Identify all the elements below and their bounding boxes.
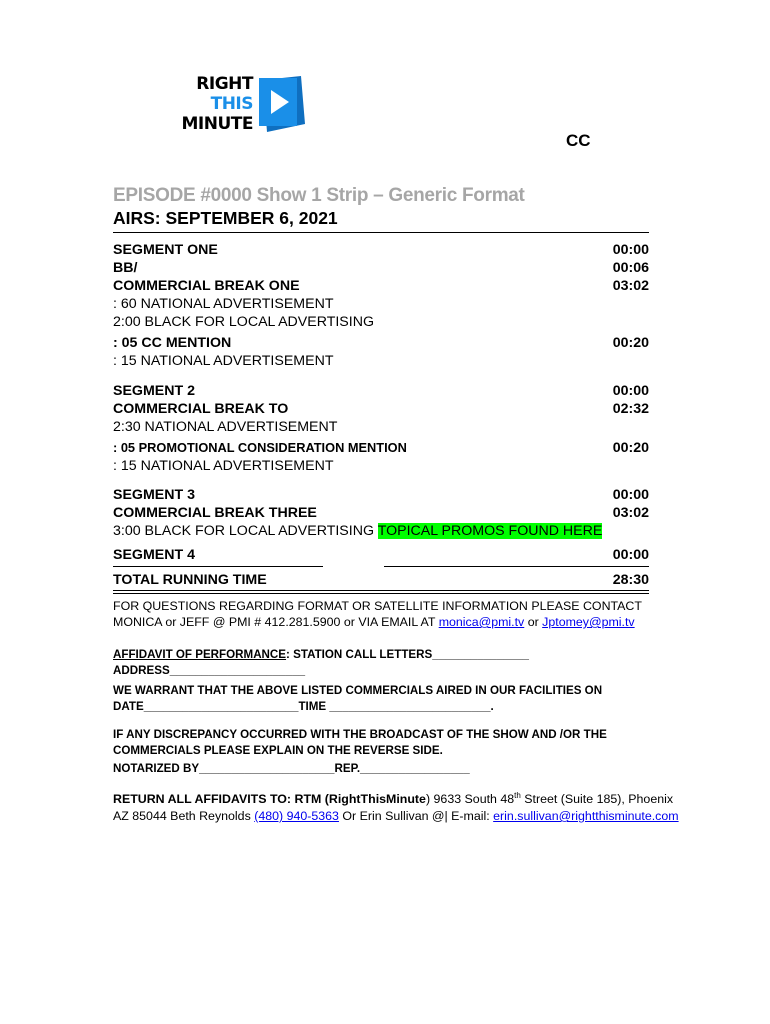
email-link-jptomey[interactable]: Jptomey@pmi.tv xyxy=(542,615,635,629)
rundown-row xyxy=(113,382,649,400)
airs-date: AIRS: SEPTEMBER 6, 2021 xyxy=(113,208,338,228)
cc-label: CC xyxy=(566,131,591,150)
row-time: 00:00 xyxy=(612,547,649,563)
row-label: SEGMENT 2 xyxy=(113,383,195,399)
return-text: 9633 South 48 xyxy=(430,792,515,807)
row-label: : 15 NATIONAL ADVERTISEMENT xyxy=(113,353,334,369)
row-time: 03:02 xyxy=(612,278,649,294)
row-label: : 60 NATIONAL ADVERTISEMENT xyxy=(113,296,334,312)
contact-line: FOR QUESTIONS REGARDING FORMAT OR SATELLITE INFORMATION PLEASE CONTACT xyxy=(113,599,642,613)
logo-line-right: RIGHT xyxy=(196,74,253,94)
row-time: 00:00 xyxy=(612,487,649,503)
total-row xyxy=(113,571,649,589)
row-time: 00:20 xyxy=(612,440,649,456)
divider xyxy=(113,590,649,591)
rundown-row xyxy=(113,457,649,475)
row-time: 00:20 xyxy=(612,335,649,351)
row-time: 03:02 xyxy=(612,505,649,521)
return-info xyxy=(113,787,703,825)
return-text: Street (Suite 185), Phoenix xyxy=(520,792,674,807)
logo-wordmark xyxy=(165,74,253,134)
discrepancy-line: COMMERCIALS PLEASE EXPLAIN ON THE REVERSE SIDE. xyxy=(113,744,443,757)
row-label: SEGMENT 4 xyxy=(113,547,195,563)
row-label: 2:00 BLACK FOR LOCAL ADVERTISING xyxy=(113,314,374,330)
email-link-erin[interactable]: erin.sullivan@rightthisminute.com xyxy=(493,809,679,824)
row-label-text: 3:00 BLACK FOR LOCAL ADVERTISING xyxy=(113,523,374,539)
contact-text: MONICA or JEFF @ PMI # 412.281.5900 or VIA EMAIL AT xyxy=(113,615,439,629)
date-time-line: DATE________________________TIME _________________________. xyxy=(113,700,494,713)
episode-title: EPISODE #0000 Show 1 Strip – Generic Format xyxy=(113,185,525,206)
rundown-row xyxy=(113,259,649,277)
return-label: RETURN ALL AFFIDAVITS TO: RTM (RightThisMinute xyxy=(113,792,426,807)
discrepancy-line: IF ANY DISCREPANCY OCCURRED WITH THE BROADCAST OF THE SHOW AND /OR THE xyxy=(113,728,607,741)
logo-line-minute: MINUTE xyxy=(181,114,253,134)
divider xyxy=(113,593,649,594)
rundown-row xyxy=(113,352,649,370)
address-line: ADDRESS_____________________ xyxy=(113,664,306,677)
row-label: SEGMENT 3 xyxy=(113,487,195,503)
return-line xyxy=(113,787,703,808)
logo xyxy=(165,74,315,136)
divider xyxy=(384,566,649,567)
row-time: 28:30 xyxy=(612,572,649,588)
rundown-row xyxy=(113,295,649,313)
row-label: BB/ xyxy=(113,260,138,276)
logo-line-this: THIS xyxy=(210,94,253,114)
contact-line xyxy=(113,614,673,630)
row-label: TOTAL RUNNING TIME xyxy=(113,572,267,588)
affidavit-title: AFFIDAVIT OF PERFORMANCE xyxy=(113,648,287,661)
return-text: AZ 85044 Beth Reynolds xyxy=(113,809,255,824)
phone-link[interactable]: (480) 940-5363 xyxy=(254,809,339,824)
row-time: 02:32 xyxy=(612,401,649,417)
rundown-row xyxy=(113,400,649,418)
row-label: COMMERCIAL BREAK TO xyxy=(113,401,289,417)
row-label: SEGMENT ONE xyxy=(113,242,218,258)
rundown-row xyxy=(113,418,649,436)
row-label: : 05 CC MENTION xyxy=(113,335,232,351)
row-label xyxy=(113,522,602,540)
station-call-letters: : STATION CALL LETTERS_______________ xyxy=(286,648,529,661)
rundown-row xyxy=(113,546,649,564)
row-label: COMMERCIAL BREAK ONE xyxy=(113,278,300,294)
return-text: Or Erin Sullivan @| E-mail: xyxy=(338,809,494,824)
row-label: 2:30 NATIONAL ADVERTISEMENT xyxy=(113,419,338,435)
superscript: th xyxy=(514,791,521,800)
row-label: : 05 PROMOTIONAL CONSIDERATION MENTION xyxy=(113,440,407,455)
rundown-row xyxy=(113,241,649,259)
divider xyxy=(113,232,649,233)
row-time: 00:00 xyxy=(612,383,649,399)
divider xyxy=(113,566,323,567)
row-label: : 15 NATIONAL ADVERTISEMENT xyxy=(113,458,334,474)
return-line xyxy=(113,808,703,825)
rundown-row xyxy=(113,504,649,522)
notarized-line: NOTARIZED BY_____________________REP._________________ xyxy=(113,762,470,775)
row-label: COMMERCIAL BREAK THREE xyxy=(113,505,317,521)
contact-text: or xyxy=(524,615,543,629)
rundown-row xyxy=(113,277,649,295)
email-link-monica[interactable]: monica@pmi.tv xyxy=(438,615,525,629)
affidavit-title-line xyxy=(113,647,673,663)
rundown-row xyxy=(113,439,649,457)
play-icon xyxy=(255,76,305,132)
rundown-row xyxy=(113,486,649,504)
rundown-row xyxy=(113,522,649,540)
contact-info xyxy=(113,598,673,630)
return-text: ) xyxy=(425,792,431,807)
rundown-row xyxy=(113,313,649,331)
highlight-note: TOPICAL PROMOS FOUND HERE xyxy=(377,523,603,539)
rundown-row xyxy=(113,334,649,352)
warrant-line: WE WARRANT THAT THE ABOVE LISTED COMMERCIALS AIRED IN OUR FACILITIES ON xyxy=(113,684,603,697)
row-time: 00:00 xyxy=(612,242,649,258)
row-time: 00:06 xyxy=(612,260,649,276)
